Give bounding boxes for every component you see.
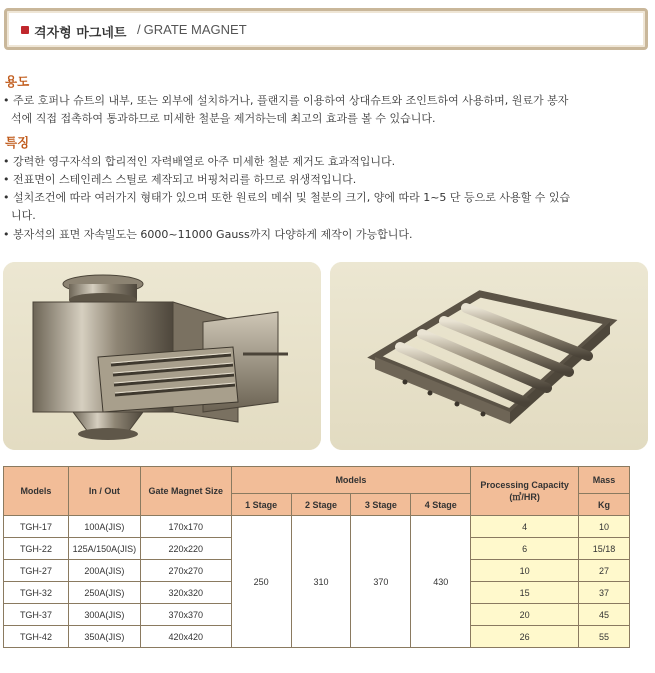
cell-capacity: 15 [471,582,579,604]
header-capacity: Processing Capacity (㎥/HR) [471,467,579,516]
usage-line-1: • 주로 호퍼나 슈트의 내부, 또는 외부에 설치하거나, 플랜지를 이용하여 상대슈트와 조인트하여 사용하며, 원료가 봉자 [3,94,569,107]
spec-table [3,466,630,648]
cell-size: 270x270 [140,560,231,582]
header-stage-2: 2 Stage [291,494,351,516]
page-header [4,8,648,50]
cell-size: 220x220 [140,538,231,560]
cell-mass: 55 [579,626,630,648]
square-grate-magnet-illustration [330,262,648,450]
cell-model: TGH-37 [4,604,69,626]
cell-model: TGH-32 [4,582,69,604]
title-bullet-icon [21,26,29,34]
cell-inout: 100A(JIS) [68,516,140,538]
drawer-grate-magnet-illustration [3,262,321,450]
cell-capacity: 4 [471,516,579,538]
cell-stage-2: 310 [291,516,351,648]
table-row [4,516,630,538]
feature-line-5: • 봉자석의 표면 자속밀도는 6000~11000 Gauss까지 다양하게 제작이 가능합니다. [3,228,413,241]
header-in-out: In / Out [68,467,140,516]
header-stage-1: 1 Stage [231,494,291,516]
product-photo-drawer-type [3,262,321,450]
cell-size: 370x370 [140,604,231,626]
header-mass: Mass [579,467,630,494]
cell-stage-3: 370 [351,516,411,648]
page-title-english [137,22,247,37]
feature-line-3: • 설치조건에 따라 여러가지 형태가 있으며 또한 원료의 메쉬 및 철분의 크기, 양에 따라 1~5 단 등으로 사용할 수 있습 [3,191,571,204]
feature-line-4: 니다. [11,209,36,222]
cell-mass: 45 [579,604,630,626]
header-mass-unit: Kg [579,494,630,516]
cell-capacity: 20 [471,604,579,626]
cell-size: 170x170 [140,516,231,538]
cell-model: TGH-22 [4,538,69,560]
cell-stage-4: 430 [411,516,471,648]
feature-line-2: • 전표면이 스테인레스 스틸로 제작되고 버핑처리를 하므로 위생적입니다. [3,173,357,186]
cell-size: 320x320 [140,582,231,604]
cell-model: TGH-27 [4,560,69,582]
cell-stage-1: 250 [231,516,291,648]
cell-inout: 350A(JIS) [68,626,140,648]
product-photo-grate [330,262,648,450]
cell-mass: 37 [579,582,630,604]
usage-line-2: 석에 직접 접촉하여 통과하므로 미세한 철분을 제거하는데 최고의 효과를 볼 수 있습니다. [11,112,436,125]
cell-model: TGH-42 [4,626,69,648]
title-english-text: GRATE MAGNET [143,22,247,37]
cell-inout: 300A(JIS) [68,604,140,626]
cell-inout: 125A/150A(JIS) [68,538,140,560]
cell-size: 420x420 [140,626,231,648]
header-stage-3: 3 Stage [351,494,411,516]
header-gate-size: Gate Magnet Size [140,467,231,516]
features-heading: 특징 [5,135,30,150]
feature-line-1: • 강력한 영구자석의 합리적인 자력배열로 아주 미세한 철분 제거도 효과적입니다. [3,155,396,168]
header-models-group: Models [231,467,471,494]
cell-model: TGH-17 [4,516,69,538]
header-models: Models [4,467,69,516]
cell-capacity: 26 [471,626,579,648]
cell-mass: 15/18 [579,538,630,560]
cell-capacity: 10 [471,560,579,582]
page-title-korean: 격자형 마그네트 [34,26,127,41]
header-stage-4: 4 Stage [411,494,471,516]
cell-capacity: 6 [471,538,579,560]
cell-mass: 10 [579,516,630,538]
usage-heading: 용도 [5,74,30,89]
cell-mass: 27 [579,560,630,582]
cell-inout: 250A(JIS) [68,582,140,604]
cell-inout: 200A(JIS) [68,560,140,582]
title-separator: / [137,22,141,37]
